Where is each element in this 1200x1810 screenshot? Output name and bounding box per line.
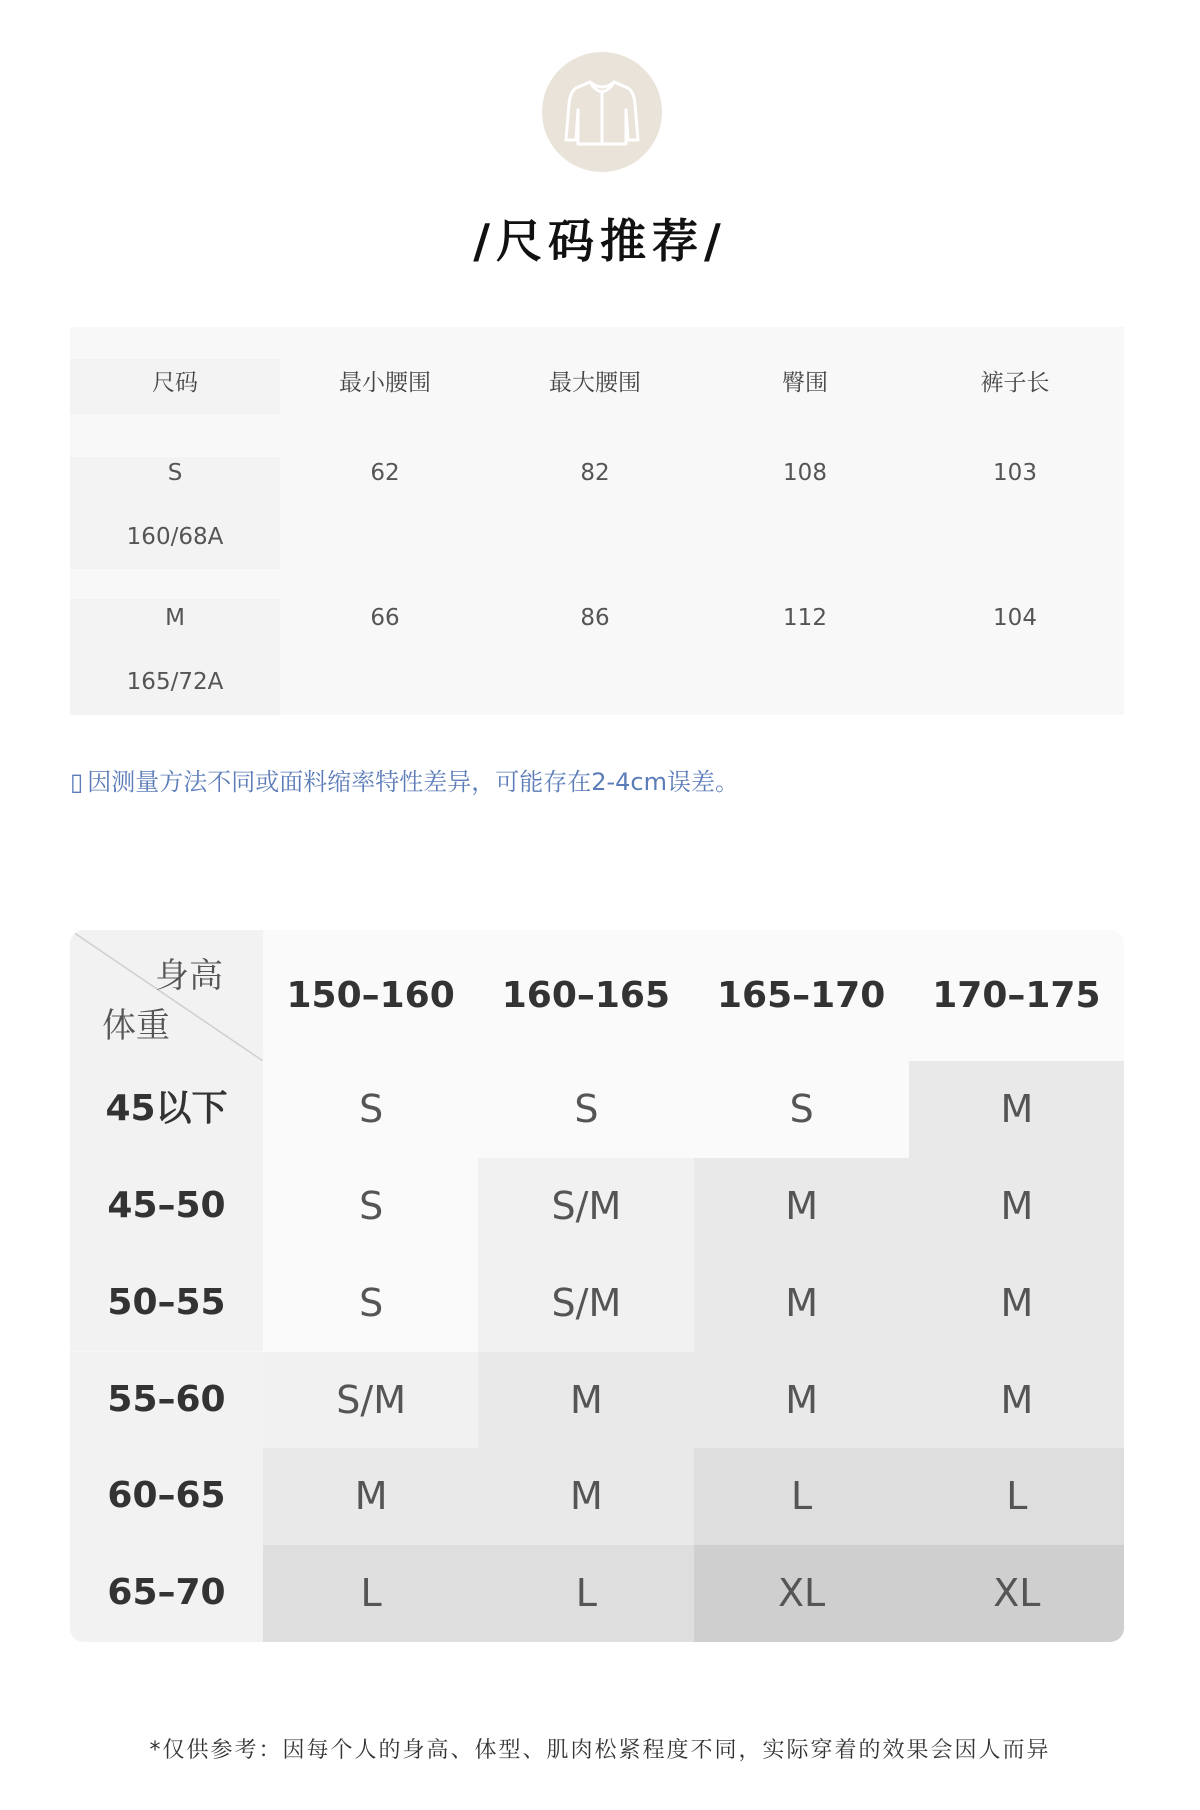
- recommended-size-cell: S/M: [478, 1158, 694, 1256]
- recommended-size-cell: L: [694, 1448, 910, 1546]
- size-table-header: 臀围: [782, 370, 828, 396]
- recommended-size-cell: M: [478, 1448, 694, 1546]
- recommended-size-cell: S: [263, 1061, 479, 1159]
- weight-range-label: 60–65: [70, 1448, 263, 1545]
- size-table-header: 最大腰围: [549, 370, 641, 396]
- note-text: 因测量方法不同或面料缩率特性差异，可能存在2-4cm误差。: [87, 768, 739, 796]
- weight-range-label: 45–50: [70, 1158, 263, 1255]
- recommended-size-cell: XL: [694, 1545, 910, 1642]
- weight-range-label: 65–70: [70, 1545, 263, 1642]
- recommended-size-cell: S: [263, 1255, 479, 1353]
- recommended-size-cell: XL: [909, 1545, 1124, 1642]
- recommended-size-cell: S: [263, 1158, 479, 1256]
- recommended-size-cell: M: [694, 1255, 910, 1353]
- recommended-size-cell: M: [263, 1448, 479, 1546]
- weight-range-label: 55–60: [70, 1352, 263, 1449]
- weight-range-label: 50–55: [70, 1255, 263, 1352]
- size-recommendation-table: [70, 930, 1124, 1642]
- height-range-header: 165–170: [716, 975, 886, 1016]
- size-table-header: 裤子长: [980, 370, 1050, 396]
- size-table-cell: 66: [370, 605, 400, 631]
- size-table-header: 最小腰围: [339, 370, 431, 396]
- note-icon: ▯: [70, 768, 84, 796]
- disclaimer: *仅供参考：因每个人的身高、体型、肌肉松紧程度不同，实际穿着的效果会因人而异: [149, 1738, 1051, 1763]
- height-range-header: 160–165: [501, 975, 671, 1016]
- weight-range-label: 45以下: [70, 1061, 263, 1158]
- size-label: M: [165, 605, 185, 631]
- recommended-size-cell: S: [478, 1061, 694, 1159]
- recommended-size-cell: S/M: [263, 1352, 479, 1450]
- recommended-size-cell: M: [909, 1352, 1124, 1450]
- size-label: S: [167, 460, 183, 486]
- size-table: [70, 327, 1124, 715]
- recommended-size-cell: S: [694, 1061, 910, 1159]
- recommended-size-cell: M: [478, 1352, 694, 1450]
- height-range-header: 150–160: [286, 975, 455, 1016]
- recommended-size-cell: M: [694, 1352, 910, 1450]
- size-spec: 160/68A: [126, 524, 224, 550]
- height-range-header: 170–175: [932, 975, 1101, 1016]
- size-table-cell: 108: [783, 460, 827, 486]
- recommended-size-cell: L: [909, 1448, 1124, 1546]
- recommended-size-cell: S/M: [478, 1255, 694, 1353]
- table-corner-header: [70, 930, 263, 1061]
- size-table-cell: 86: [580, 605, 610, 631]
- size-table-cell: 82: [580, 460, 610, 486]
- recommended-size-cell: M: [909, 1255, 1124, 1353]
- size-table-cell: 112: [783, 605, 827, 631]
- size-table-cell: 104: [993, 605, 1037, 631]
- size-spec: 165/72A: [126, 669, 224, 695]
- height-axis-label: 身高: [155, 956, 223, 996]
- recommended-size-cell: M: [909, 1158, 1124, 1256]
- height-header-row: [263, 930, 1124, 1061]
- size-table-cell: 103: [993, 460, 1037, 486]
- recommended-size-cell: M: [694, 1158, 910, 1256]
- size-table-header: 尺码: [152, 370, 198, 396]
- jacket-icon: [542, 52, 662, 172]
- recommended-size-cell: L: [263, 1545, 479, 1642]
- size-table-cell: 62: [370, 460, 400, 486]
- weight-axis-label: 体重: [102, 1006, 170, 1046]
- recommended-size-cell: L: [478, 1545, 694, 1642]
- measurement-note: [70, 762, 739, 797]
- recommended-size-cell: M: [909, 1061, 1124, 1159]
- page-title: /尺码推荐/: [473, 214, 727, 268]
